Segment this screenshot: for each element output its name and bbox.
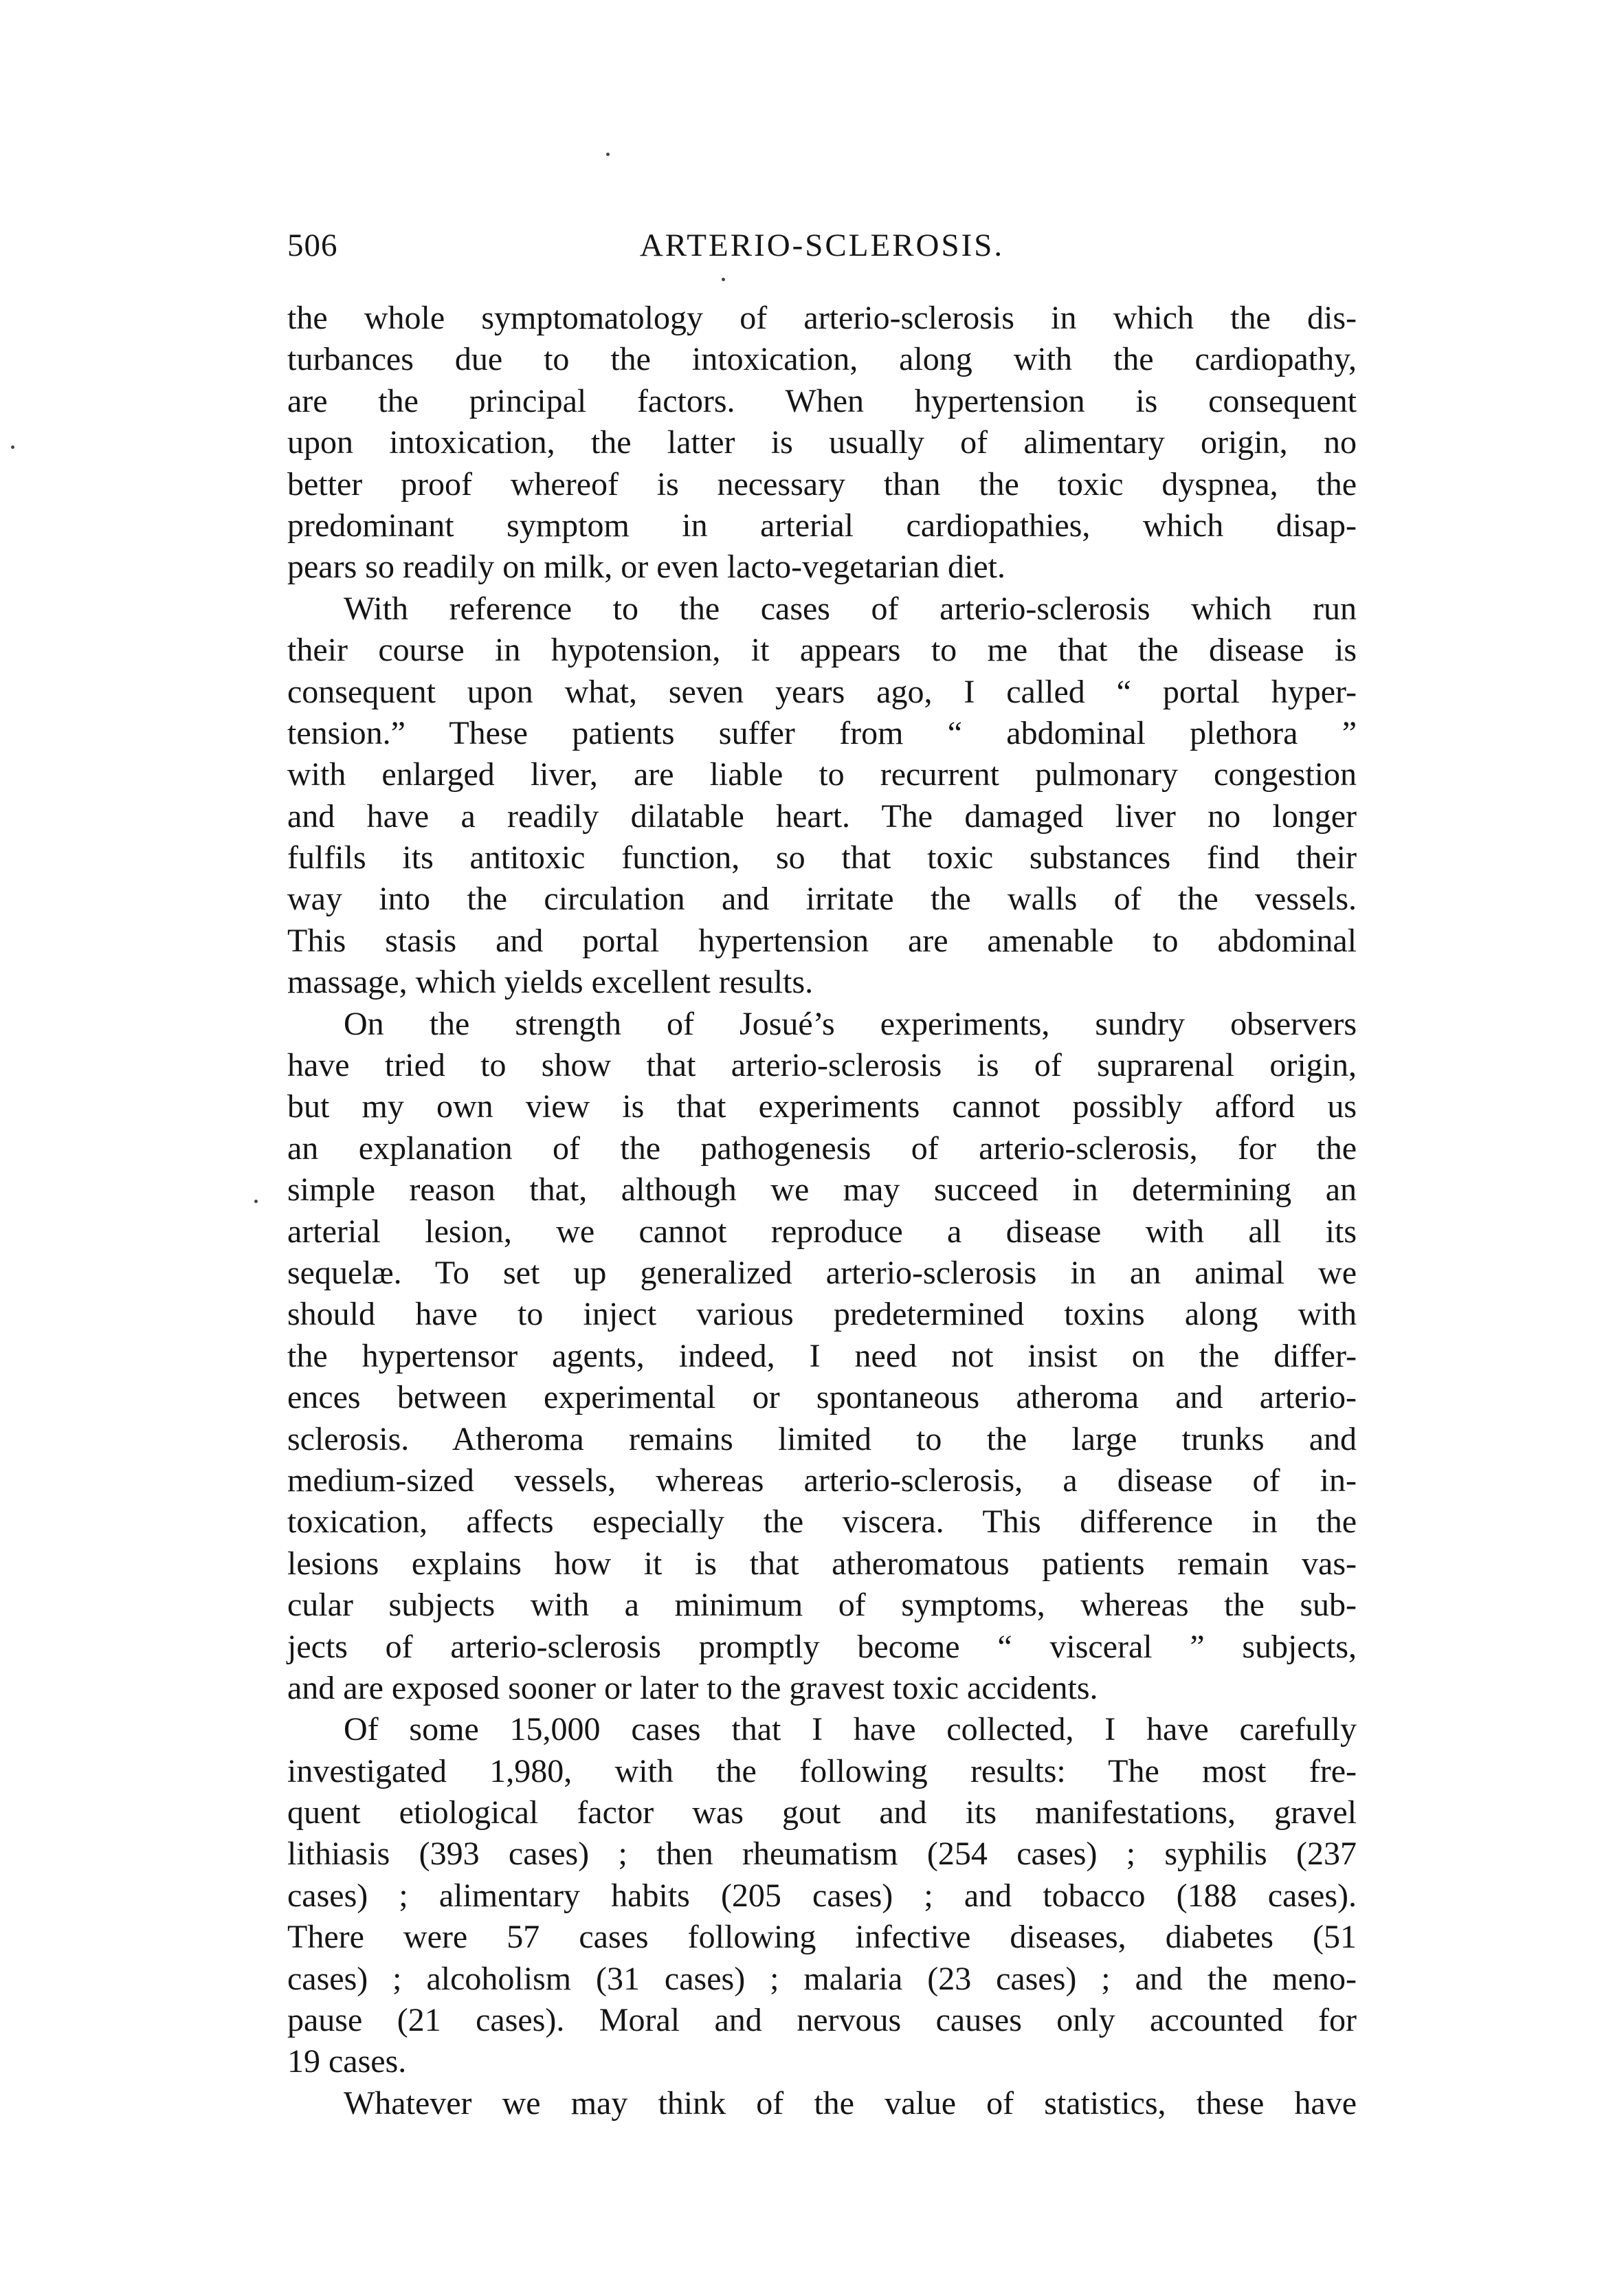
text-line: medium-sized vessels, whereas arterio-sclerosis, a disease of in- (287, 1462, 1357, 1499)
print-speck (722, 278, 725, 281)
text-line: lesions explains how it is that atheromatous patients remain vas- (287, 1545, 1357, 1582)
text-line: pears so readily on milk, or even lacto-vegetarian diet. (287, 549, 1005, 586)
text-line: With reference to the cases of arterio-sclerosis which run (344, 590, 1357, 627)
text-line: ences between experimental or spontaneous atheroma and arterio- (287, 1379, 1357, 1416)
text-line: predominant symptom in arterial cardiopathies, which disap- (287, 507, 1357, 544)
text-line: arterial lesion, we cannot reproduce a disease with all its (287, 1213, 1357, 1250)
text-line: toxication, affects especially the viscera. This difference in the (287, 1503, 1357, 1541)
text-line: There were 57 cases following infective diseases, diabetes (51 (287, 1919, 1357, 1956)
text-line: upon intoxication, the latter is usually of alimentary origin, no (287, 424, 1357, 461)
text-line: but my own view is that experiments cannot possibly afford us (287, 1088, 1357, 1125)
text-line: the hypertensor agents, indeed, I need not insist on the differ- (287, 1337, 1357, 1374)
text-line: better proof whereof is necessary than the toxic dyspnea, the (287, 465, 1357, 503)
text-line: cases) ; alimentary habits (205 cases) ; and tobacco (188 cases). (287, 1877, 1357, 1914)
text-line: fulfils its antitoxic function, so that toxic substances find their (287, 839, 1357, 877)
text-line: lithiasis (393 cases) ; then rheumatism (254 cases) ; syphilis (237 (287, 1836, 1357, 1873)
text-line: This stasis and portal hypertension are amenable to abdominal (287, 922, 1357, 959)
text-line: should have to inject various predetermined toxins along with (287, 1296, 1357, 1333)
text-line: have tried to show that arterio-sclerosis is of suprarenal origin, (287, 1047, 1357, 1084)
text-line: cular subjects with a minimum of symptoms, whereas the sub- (287, 1587, 1357, 1624)
text-line: 19 cases. (287, 2043, 407, 2080)
text-line: way into the circulation and irritate the walls of the vessels. (287, 881, 1357, 918)
text-line: simple reason that, although we may succeed in determining an (287, 1171, 1357, 1209)
page-header (287, 227, 1357, 275)
text-line: turbances due to the intoxication, along with the cardiopathy, (287, 341, 1357, 378)
text-line: pause (21 cases). Moral and nervous causes only accounted for (287, 2002, 1357, 2039)
text-line: sequelæ. To set up generalized arterio-sclerosis in an animal we (287, 1254, 1357, 1291)
print-speck (254, 1200, 258, 1203)
text-line: and have a readily dilatable heart. The damaged liver no longer (287, 797, 1357, 835)
text-line: investigated 1,980, with the following results: The most fre- (287, 1752, 1357, 1789)
text-line: cases) ; alcoholism (31 cases) ; malaria (23 cases) ; and the meno- (287, 1960, 1357, 1997)
text-line: On the strength of Josué’s experiments, sundry observers (344, 1005, 1357, 1042)
text-line: massage, which yields excellent results. (287, 964, 814, 1001)
text-line: jects of arterio-sclerosis promptly become “ visceral ” subjects, (287, 1628, 1357, 1665)
print-speck (11, 445, 14, 449)
text-line: tension.” These patients suffer from “ abdominal plethora ” (287, 714, 1357, 751)
text-line: are the principal factors. When hypertension is consequent (287, 382, 1357, 419)
print-speck (606, 153, 610, 156)
text-line: sclerosis. Atheroma remains limited to the large trunks and (287, 1420, 1357, 1457)
text-line: and are exposed sooner or later to the gravest toxic accidents. (287, 1669, 1098, 1706)
text-line: Of some 15,000 cases that I have collected, I have carefully (344, 1711, 1357, 1748)
text-line: quent etiological factor was gout and its manifestations, gravel (287, 1794, 1357, 1831)
text-line: Whatever we may think of the value of statistics, these have (344, 2084, 1357, 2122)
text-line: an explanation of the pathogenesis of arterio-sclerosis, for the (287, 1130, 1357, 1167)
page-number: 506 (287, 228, 338, 263)
body-text (287, 298, 1357, 2124)
text-line: with enlarged liver, are liable to recurrent pulmonary congestion (287, 756, 1357, 793)
text-line: the whole symptomatology of arterio-sclerosis in which the dis- (287, 300, 1357, 336)
text-line: their course in hypotension, it appears to me that the disease is (287, 632, 1357, 669)
text-line: consequent upon what, seven years ago, I called “ portal hyper- (287, 673, 1357, 710)
running-title: ARTERIO-SCLEROSIS. (639, 228, 1005, 263)
